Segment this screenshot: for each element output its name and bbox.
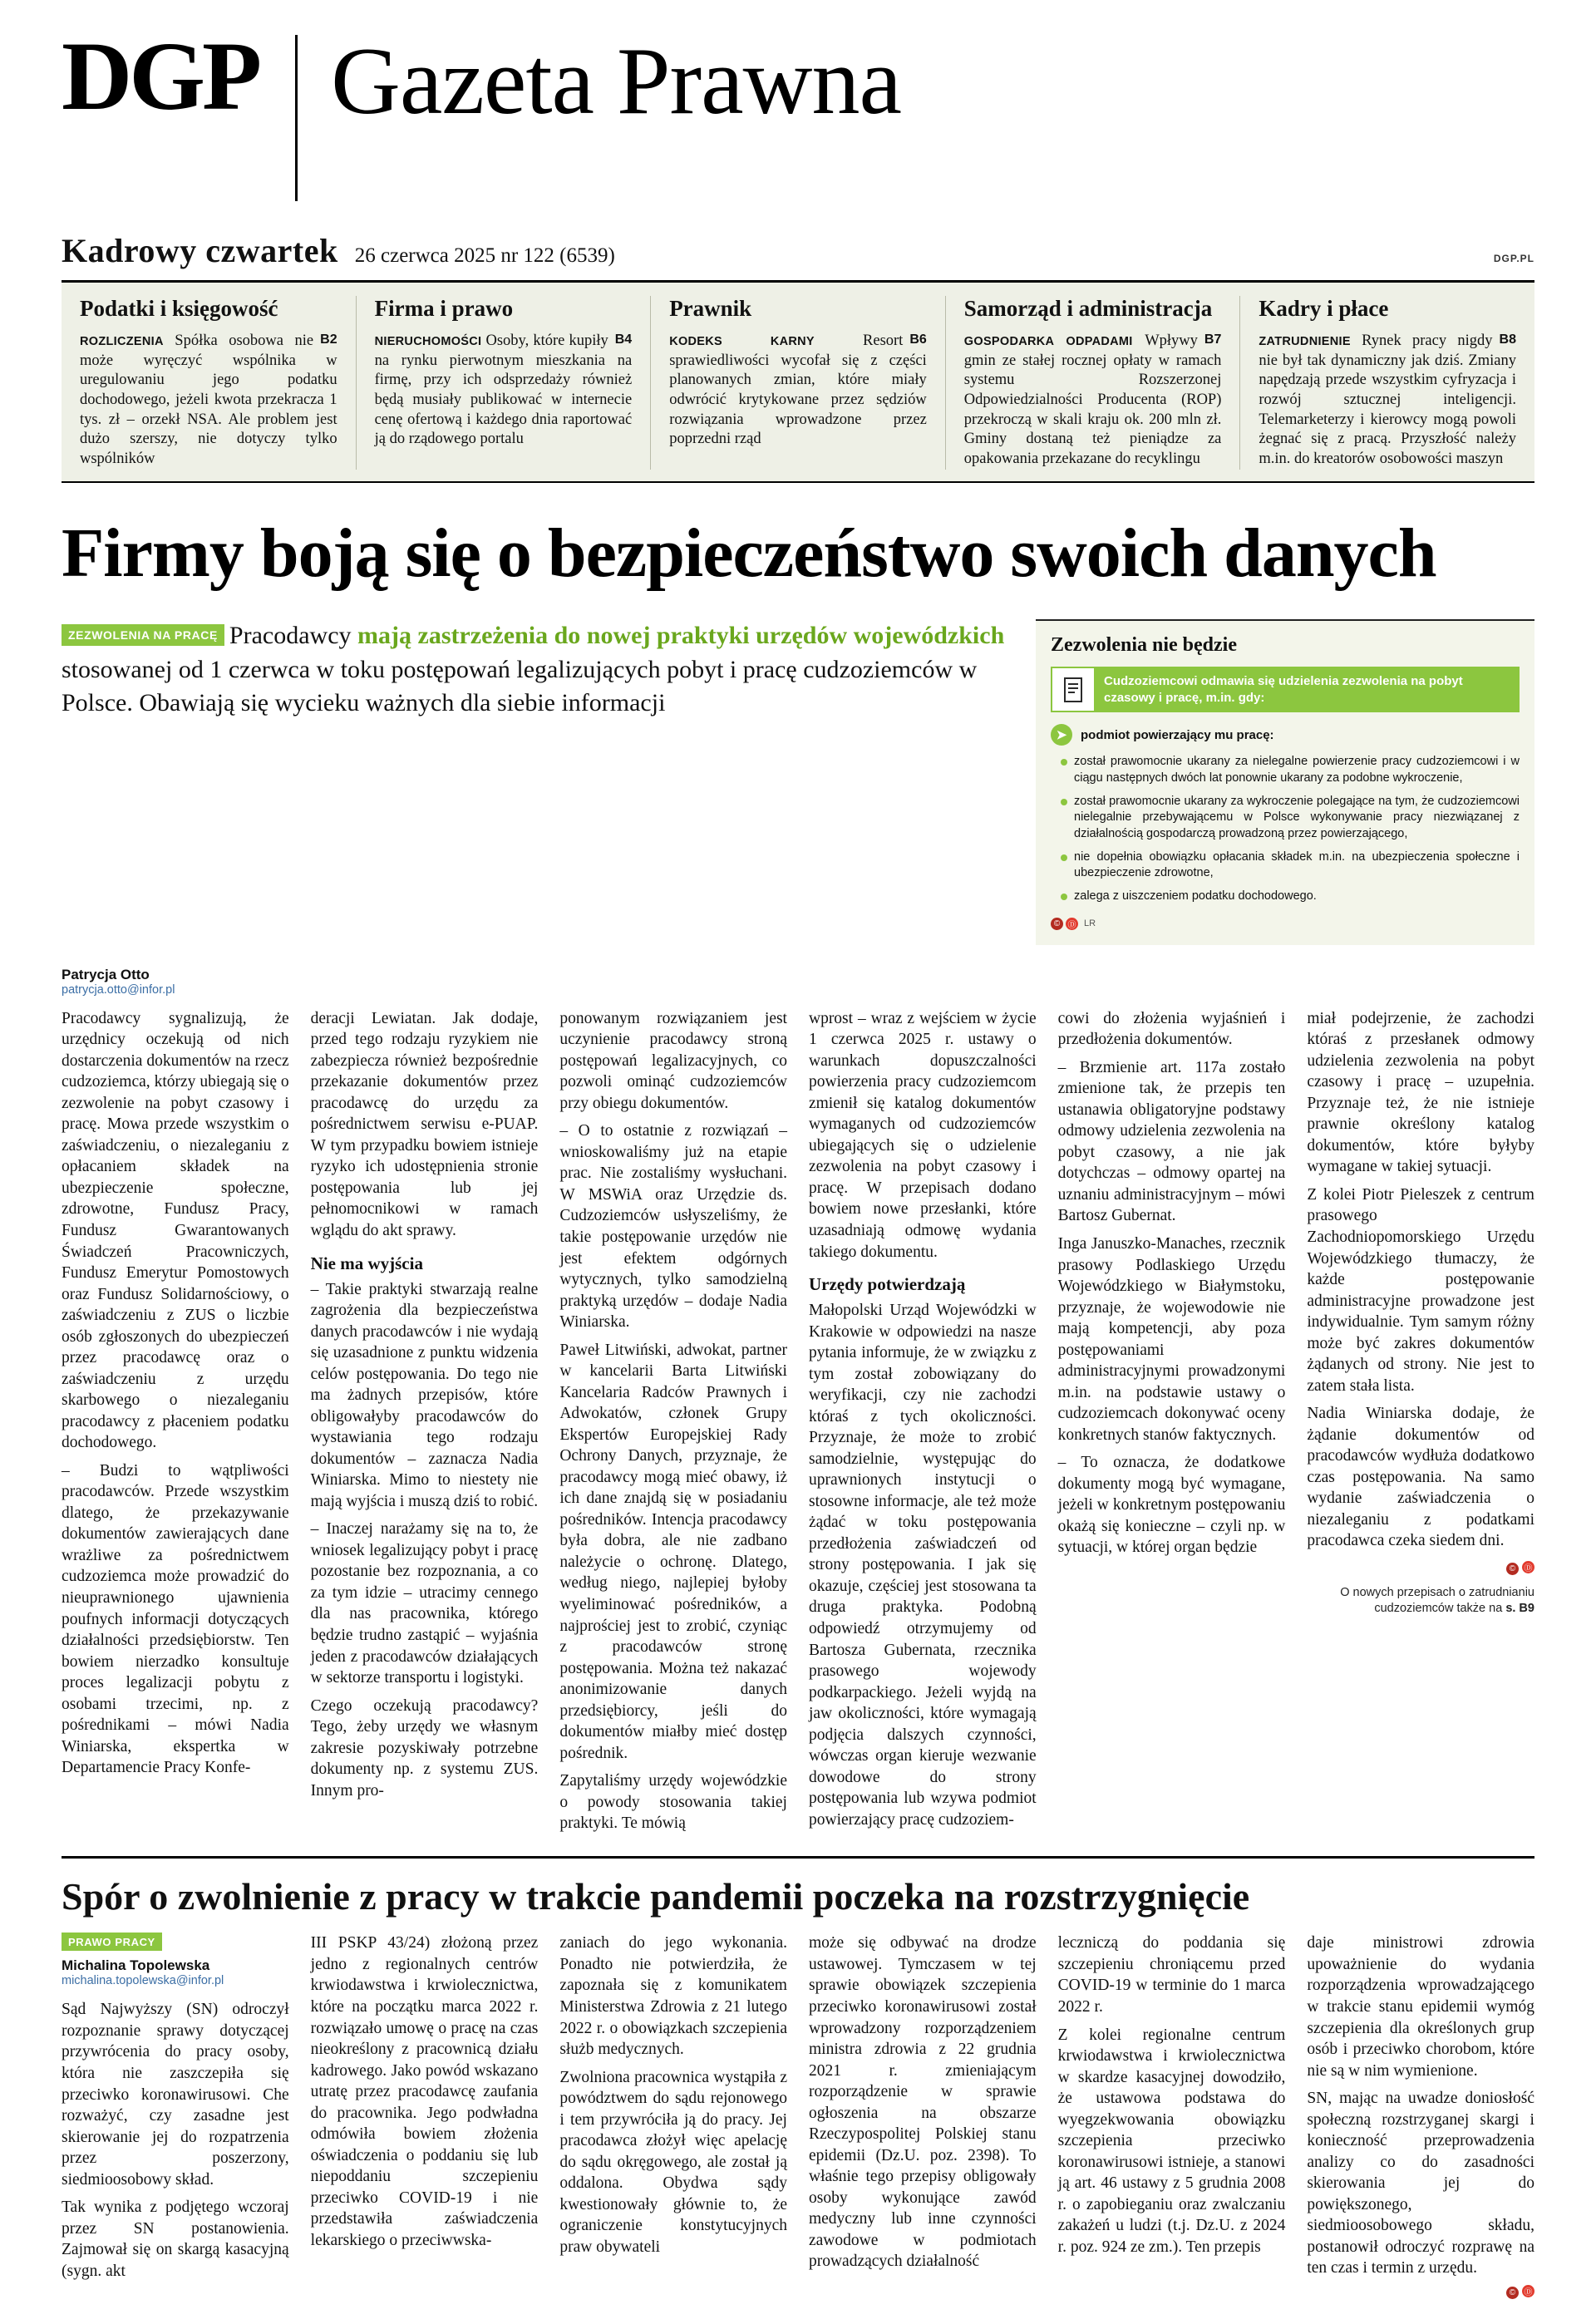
infobox-header [1051, 667, 1520, 712]
column-4 [809, 1008, 1037, 1834]
teaser-heading: Kadry i płace [1259, 296, 1389, 321]
teaser-page: B6 [909, 332, 927, 347]
teaser-kicker: NIERUCHOMOŚCI [374, 335, 482, 348]
paragraph: SN, mając na uwadze doniosłość społeczną rozstrzyganej skargi i konieczność przeprowadzenia analizy co do zasadności skierowania jej do powiększonego, siedmioosobowego składu, postanowił odroczyć rozprawę na ten czas i termin z urzędu. [1307, 2090, 1534, 2277]
paragraph: – To oznacza, że dodatkowe dokumenty mogą być wymagane, jeżeli w konkretnym postępowaniu okażą się konieczne – czyli np. w sytuacji, w której organ będzie [1057, 1454, 1286, 1557]
paragraph: Tak wynika z podjętego wczoraj przez SN postanowienia. Zajmował się on skargą kasacyjną (sygn. akt [62, 2198, 289, 2280]
author-name: Patrycja Otto [62, 966, 150, 982]
infobox-credit: LR [1084, 918, 1096, 929]
paragraph: cowi do złożenia wyjaśnień i przedłożenia dokumentów. [1057, 1009, 1286, 1049]
masthead-title: Gazeta Prawna [331, 28, 901, 135]
teaser-podatki[interactable] [62, 296, 356, 470]
teaser-text [1259, 332, 1516, 470]
secondary-column-6 [1307, 1933, 1534, 2299]
paragraph: – Brzmienie art. 117a zostało zmienione tak, że przepis ten ustanawia obligatoryjne podstawy odmowy udzielenia zezwolenia na pobyt czasowy, a nie jak dotychczas – odmowy opartej na uznaniu administracyjnym – mówi Bartosz Gubernat. [1057, 1058, 1286, 1225]
paragraph: Zwolniona pracownica wystąpiła z powództwem do sądu rejonowego i tem przywróciła ją do pracy. Jej pracodawca złożył więc apelację do sądu okręgowego, ale został ją oddalona. Obydwa sądy kwestionowały głównie to, że ograniczenie konstytucyjnych praw obywateli [559, 2068, 787, 2256]
teaser-heading: Samorząd i administracja [963, 296, 1213, 321]
lead-tag: ZEZWOLENIA NA PRACĘ [62, 624, 224, 646]
secondary-column-1 [62, 1933, 289, 2299]
teaser-text [964, 332, 1222, 470]
secondary-column-2 [311, 1933, 539, 2299]
lead-paragraph [62, 619, 1012, 721]
list-item: został prawomocnie ukarany za nielegalne powierzenie pracy cudzoziemcowi i w ciągu następnych dwóch lat ponownie ukarany za podobne wykroczenie, [1074, 754, 1520, 786]
infobox-title: Zezwolenia nie będzie [1051, 634, 1237, 657]
paragraph: miał podejrzenie, że zachodzi któraś z przesłanek odmowy udzielenia zezwolenia na pobyt czasowy i pracę – uzupełnia. Przyznaje też, że nie istnieje prawnie określony katalog dokumentów, które byłyby wymagane w takiej sytuacji. [1307, 1009, 1534, 1176]
teaser-text [669, 332, 927, 450]
teaser-page: B4 [614, 332, 633, 347]
paragraph: Paweł Litwiński, adwokat, partner w kancelarii Barta Litwiński Kancelaria Radców Prawnych i Adwokatów, członek Grupy Ekspertów Europejskiej Rady Ochrony Danych, przyznaje, że pracodawcy mogą mieć obawy, iż ich dane znajdą się w posiadaniu pośredników. Intencja pracodawcy była dobra, ale nie zadbano należycie o ochronę. Dlatego, według niego, najlepiej byłoby wyeliminować pośredników, a najprościej jest to zrobić, czyniąc z pracodawców stronę postępowania. Można też nakazać anonimizowanie danych przedsiębiorcy, jeśli do dokumentów miałby mieć dostęp pośrednik. [559, 1341, 787, 1762]
column-5 [1058, 1008, 1286, 1834]
column-3 [559, 1008, 787, 1834]
paragraph: Z kolei regionalne centrum krwiodawstwa i krwiolecznictwa w skardze kasacyjnej dowodziło, że ustawowa podstawa do wyegzekwowania obowiązku szczepienia przeciwko koronawirusowi istnieje, a stanowi ją art. 46 ustawy z 5 grudnia 2008 r. o zapobieganiu oraz zwalczaniu zakażeń u ludzi (t.j. Dz.U. z 2024 r. poz. 924 ze zm.). Ten przepis [1057, 2026, 1286, 2256]
infobox-head-text: Cudzoziemcowi odmawia się udzielenia zezwolenia na pobyt czasowy i pracę, m.in. gdy: [1104, 674, 1463, 705]
teaser-firma[interactable] [356, 296, 651, 470]
teaser-body: Spółka osobowa nie może wyręczyć wspólnika w uregulowaniu jego podatku dochodowego, jeżeli kwota przekracza 1 tys. zł – orzekł NSA. Ale problem jest dużo szerszy, nie dotyczy tylko wspólników [80, 332, 337, 468]
paragraph: Pracodawcy sygnalizują, że urzędnicy oczekują od nich dostarczenia dokumentów na rzecz cudzoziemca, którzy ubiegają się o zezwolenie na pobyt czasowy i pracę. Mowa przede wszystkim o zaświadczeniu, o niezaleganiu z opłacaniem składek na ubezpieczenie społeczne, zdrowotne, Fundusz Pracy, Fundusz Gwarantowanych Świadczeń Pracowniczych, Fundusz Emerytur Pomostowych oraz Fundusz Solidarnościowy, o zaświadczeniu z ZUS o liczbie osób zgłoszonych do ubezpieczeń przez pracodawcę oraz o zaświadczeniu z urzędu skarbowego o niezaleganiu pracodawcy z płaceniem podatku dochodowego. [62, 1009, 289, 1452]
teaser-heading: Podatki i księgowość [80, 296, 278, 321]
issue-info: 26 czerwca 2025 nr 122 (6539) [354, 244, 615, 267]
paragraph: może się odbywać na drodze ustawowej. Tymczasem w tej sprawie obowiązek szczepienia przeciwko koronawirusowi został wprowadzony rozporządzeniem ministra zdrowia z 22 grudnia 2021 r. zmieniającym rozporządzenie w sprawie ogłoszenia na obszarze Rzeczypospolitej Polskiej stanu epidemii (Dz.U. poz. 2398). To właśnie tego przepisy obligowały osoby wykonujące zawód medyczny lub inne czynności zawodowe w podmiotach prowadzących działalność [808, 1934, 1037, 2271]
dgp-logo: DGP [62, 22, 259, 130]
paragraph: Inga Januszko-Manaches, rzecznik prasowy Podlaskiego Urzędu Wojewódzkiego w Białymstoku, przyznaje, że wojewodowie nie mają kompetencji, aby poza postępowaniami administracyjnymi prowadzonymi m.in. na podstawie ustawy o cudzoziemcach dokonywać oceny konkretnych stanów faktycznych. [1057, 1234, 1286, 1444]
teaser-kicker: ZATRUDNIENIE [1259, 335, 1351, 348]
site-url: DGP.PL [1493, 253, 1534, 264]
teaser-heading: Firma i prawo [374, 296, 514, 321]
teaser-kicker: GOSPODARKA ODPADAMI [963, 335, 1133, 348]
secondary-tag: PRAWO PRACY [62, 1933, 162, 1951]
column-2 [311, 1008, 539, 1834]
infobox-subhead [1051, 724, 1520, 746]
teaser-body: Osoby, które kupiły na rynku pierwotnym mieszkania na firmę, przy ich odsprzedaży również będą musiały publikować w internecie cenę ofertową i każdego dnia raportować ją do rządowego portalu [374, 332, 633, 448]
paragraph: Nadia Winiarska dodaje, że żądanie dokumentów od pracodawców wydłuża dodatkowo czas postępowania. Na samo wydanie zaświadczenia o niezaleganiu z podatkami pracodawca czeka siedem dni. [1307, 1405, 1534, 1550]
copyright-icon: © [1051, 918, 1063, 930]
teaser-page: B2 [320, 332, 337, 347]
teaser-kicker: ROZLICZENIA [80, 335, 164, 348]
paragraph: Sąd Najwyższy (SN) odroczył rozpoznanie sprawy dotyczącej przywrócenia do pracy osoby, która nie zaszczepiła się przeciwko koronawirusowi. Che rozważyć, czy zasadne jest skierowanie jej do rozpatrzenia przez poszerzony, siedmioosobowy skład. [62, 2001, 289, 2189]
paragraph: – O to ostatnie z rozwiązań – wnioskowaliśmy już na etapie prac. Nie zostaliśmy wysłuchani. W MSWiA oraz Urzędzie ds. Cudzoziemców usłyszeliśmy, że takie postępowanie urzędów nie jest efektem odgórnych wytycznych, tylko samodzielną praktyką urzędów – dodaje Nadia Winiarska. [559, 1122, 787, 1332]
secondary-column-4 [809, 1933, 1037, 2299]
endnote-page: s. B9 [1505, 1601, 1534, 1615]
article-endnote [1307, 1585, 1534, 1617]
teaser-prawnik[interactable] [650, 296, 945, 470]
secondary-copyright [1307, 2284, 1534, 2299]
masthead [62, 22, 1534, 206]
lead-text-1: Pracodawcy [229, 622, 358, 650]
subheading: Nie ma wyjścia [310, 1253, 423, 1273]
byline [62, 967, 1534, 997]
teaser-page: B8 [1499, 332, 1516, 347]
section-name: Kadrowy czwartek [62, 232, 338, 269]
list-item: zalega z uiszczeniem podatku dochodowego. [1074, 889, 1520, 904]
arrow-right-icon: ➤ [1051, 724, 1072, 746]
secondary-column-3 [559, 1933, 787, 2299]
paragraph: Czego oczekują pracodawcy? Tego, żeby urzędy we własnym zakresie pozyskiwały potrzebne dokumenty np. z systemu ZUS. Innym pro- [310, 1696, 539, 1800]
paragraph: – Budzi to wątpliwości pracodawców. Przede wszystkim dlatego, że przekazywanie dokumentów zawierających dane wrażliwe za pośrednictwem cudzoziemca może prowadzić do nieuprawnionego ujawnienia poufnych informacji dotyczących działalności przedsiębiorstw. Ten bowiem nierzadko konsultuje proces legalizacji pobytu z osobami trzecimi, np. z pośrednikami – mówi Nadia Winiarska, ekspertka w Departamencie Pracy Konfe- [62, 1461, 289, 1777]
paragraph: – Inaczej narażamy się na to, że wniosek legalizujący pobyt i pracę pozostanie bez rozpoznania, a co za tym idzie – utracimy cennego dla nas pracownika, którego będzie trudno zastąpić – wyjaśnia jeden z pracodawców działających w sektorze transportu i logistyki. [310, 1520, 539, 1687]
teaser-heading: Prawnik [669, 296, 752, 321]
teaser-samorzad[interactable] [945, 296, 1240, 470]
paragraph: wprost – wraz z wejściem w życie 1 czerwca 2025 r. ustawy o warunkach dopuszczalności powierzenia pracy cudzoziemcom zmienił się katalog dokumentów wymaganych od cudzoziemców ubiegających się o udzielenie zezwolenia na pobyt czasowy i pracę. W przepisach dodano bowiem nowe przesłanki, które uzasadniają odmowę wydania takiego dokumentu. [808, 1009, 1037, 1261]
secondary-column-5 [1058, 1933, 1286, 2299]
column-1 [62, 1008, 289, 1834]
paragraph: Małopolski Urząd Wojewódzki w Krakowie w odpowiedzi na nasze pytania informuje, że w związku z tym został zobowiązany do weryfikacji, czy nie zachodzi któraś z tych okoliczności. Przyznaje, że może to zrobić samodzielnie, występując do uprawnionych instytucji o stosowne informacje, ale też może żądać w toku postępowania przedłożenia zaświadczeń od strony postępowania. I jak się okazuje, częściej jest stosowana ta druga praktyka. Podobną odpowiedź otrzymujemy od Bartosza Gubernata, rzecznika prasowego wojewody podkarpackiego. Jeżeli wyjdą na jaw okoliczności, które wymagają podjęcia dalszych czynności, wówczas organ kieruje wezwanie dowodowe do strony postępowania lub wzywa podmiot powierzający pracę cudzoziem- [808, 1302, 1037, 1829]
infobox-zezwolenia [1036, 619, 1534, 944]
lead-text-highlight: mają zastrzeżenia do nowej praktyki urzędów wojewódzkich [357, 622, 1005, 650]
paragraph: III PSKP 43/24) złożoną przez jedno z regionalnych centrów krwiodawstwa i krwiolecznictwa, które na początku marca 2022 r. rozwiązało umowę o pracę na czas nieokreślony z pracownicą działu kadrowego. Jako powód wskazano utratę przez pracodawcę zaufania do pracownika. Jego podwładna odmówiła bowiem złożenia oświadczenia o poddaniu się lub niepoddaniu szczepieniu przeciwko COVID-19 i nie przedstawiła zaświadczenia lekarskiego o przeciwwska- [310, 1934, 539, 2249]
masthead-divider [295, 35, 298, 201]
article-columns [62, 1008, 1534, 1834]
infobox-sub-text: podmiot powierzający mu pracę: [1081, 727, 1274, 742]
author-email[interactable]: michalina.topolewska@infor.pl [62, 1974, 224, 1988]
copyright-icon: Ⓓ [1522, 2285, 1534, 2297]
secondary-headline: Spór o zwolnienie z pracy w trakcie pandemii poczeka na rozstrzygnięcie [62, 1874, 1250, 1918]
article-copyright [1307, 1560, 1534, 1575]
teaser-page: B7 [1204, 332, 1222, 347]
section-bar [62, 231, 1534, 283]
infobox-list [1051, 754, 1520, 904]
section-divider [62, 1856, 1534, 1859]
column-6 [1307, 1008, 1534, 1834]
teaser-band [62, 283, 1534, 483]
lead-section [62, 619, 1534, 944]
subheading: Urzędy potwierdzają [808, 1274, 966, 1295]
paragraph: ponowanym rozwiązaniem jest uczynienie pracodawcy stroną postępowań legalizacyjnych, co pozwoli ominąć cudzoziemców przy obiegu dokumentów. [559, 1009, 787, 1112]
document-icon [1051, 667, 1096, 712]
teaser-text [80, 332, 337, 470]
paragraph: deracji Lewiatan. Jak dodaje, przed tego rodzaju ryzykiem nie zabezpiecza również bezpośrednie przekazanie dokumentów przez pracodawcę do urzędu za pośrednictwem serwisu e-PUAP. W tym przypadku bowiem istnieje ryzyko ich udostępnienia stronie postępowania lub jej pełnomocnikowi w ramach wglądu do akt sprawy. [310, 1009, 539, 1239]
main-headline: Firmy boją się o bezpieczeństwo swoich danych [62, 514, 1436, 592]
teaser-kadry[interactable] [1239, 296, 1534, 470]
teaser-body: Rynek pracy nigdy nie był tak dynamiczny jak dziś. Zmiany napędzają przede wszystkim cyfryzacja i rozwój sztucznej inteligencji. Telemarketerzy i kierowcy mogą powoli żegnać się z pracą. Przyszłość należy m.in. do kreatorów osobowości maszyn [1259, 332, 1516, 468]
teaser-kicker: KODEKS KARNY [669, 335, 815, 348]
paragraph: Z kolei Piotr Pieleszek z centrum prasowego Zachodniopomorskiego Urzędu Wojewódzkiego tłumaczy, że każde postępowanie administracyjne prowadzone jest indywidualnie. Tym samym różny może być zakres dokumentów żądanych od strony. Nie jest to zatem stała lista. [1307, 1185, 1534, 1395]
teaser-body: Resort sprawiedliwości wycofał się z części planowanych zmian, które miały odwrócić krytykowane przez sędziów rozwiązania wprowadzone przez poprzedni rząd [669, 332, 927, 448]
paragraph: leczniczą do poddania się szczepieniu chroniącemu przed COVID-19 w terminie do 1 marca 2022 r. [1057, 1934, 1286, 2016]
list-item: nie dopełnia obowiązku opłacania składek m.in. na ubezpieczenia społeczne i ubezpieczenie zdrowotne, [1074, 849, 1520, 882]
infobox-copyright [1051, 918, 1096, 930]
secondary-columns [62, 1933, 1534, 2299]
author-name: Michalina Topolewska [62, 1957, 210, 1974]
teaser-text [375, 332, 633, 450]
copyright-icon: © [1506, 1563, 1519, 1575]
paragraph: zaniach do jego wykonania. Ponadto nie potwierdziła, że zapoznała się z komunikatem Ministerstwa Zdrowia z 21 lutego 2022 r. o obowiązkach szczepienia służb medycznych. [559, 1934, 787, 2059]
secondary-byline [62, 1957, 289, 1987]
paragraph: Zapytaliśmy urzędy wojewódzkie o powody stosowania takiej praktyki. Te mówią [559, 1772, 787, 1833]
paragraph: daje ministrowi zdrowia upoważnienie do wydania rozporządzenia wprowadzającego w trakcie stanu epidemii wymóg szczepienia dla określonych grup osób i przeciwko chorobom, które nie są w nim wymienione. [1307, 1934, 1534, 2080]
list-item: został prawomocnie ukarany za wykroczenie polegające na tym, że cudzoziemcowi nielegalnie przebywającemu w Polsce wykonywanie pracy niezwiązanej z działalnością gospodarczą prowadzoną przez powierzającego, [1074, 794, 1520, 842]
teaser-body: Wpływy gmin ze stałej rocznej opłaty w ramach systemu Rozszerzonej Odpowiedzialności Producenta (ROP) przekroczą w skali kraju ok. 200 mln zł. Gminy dostaną też pieniądze za opakowania przekazane do recyklingu [963, 332, 1222, 468]
copyright-icon: © [1506, 2287, 1519, 2299]
copyright-icon: Ⓓ [1522, 1561, 1534, 1573]
paragraph: – Takie praktyki stwarzają realne zagrożenia dla bezpieczeństwa danych pracodawców i nie wydają się uzasadnione z punktu widzenia celów postępowania. Do tego nie ma żadnych przepisów, które obligowałyby pracodawców do wystawiania tego rodzaju dokumentów – zaznacza Nadia Winiarska. Mimo to niestety nie mają wyjścia i muszą dziś to robić. [310, 1280, 539, 1510]
endnote-text: O nowych przepisach o zatrudnianiu cudzoziemców także na [1340, 1585, 1534, 1615]
lead-text-2: stosowanej od 1 czerwca w toku postępowań legalizujących pobyt i pracę cudzoziemców w Polsce. Obawiają się wycieku ważnych dla siebie informacji [62, 655, 978, 717]
author-email[interactable]: patrycja.otto@infor.pl [62, 982, 175, 997]
copyright-icon: Ⓓ [1066, 918, 1078, 930]
